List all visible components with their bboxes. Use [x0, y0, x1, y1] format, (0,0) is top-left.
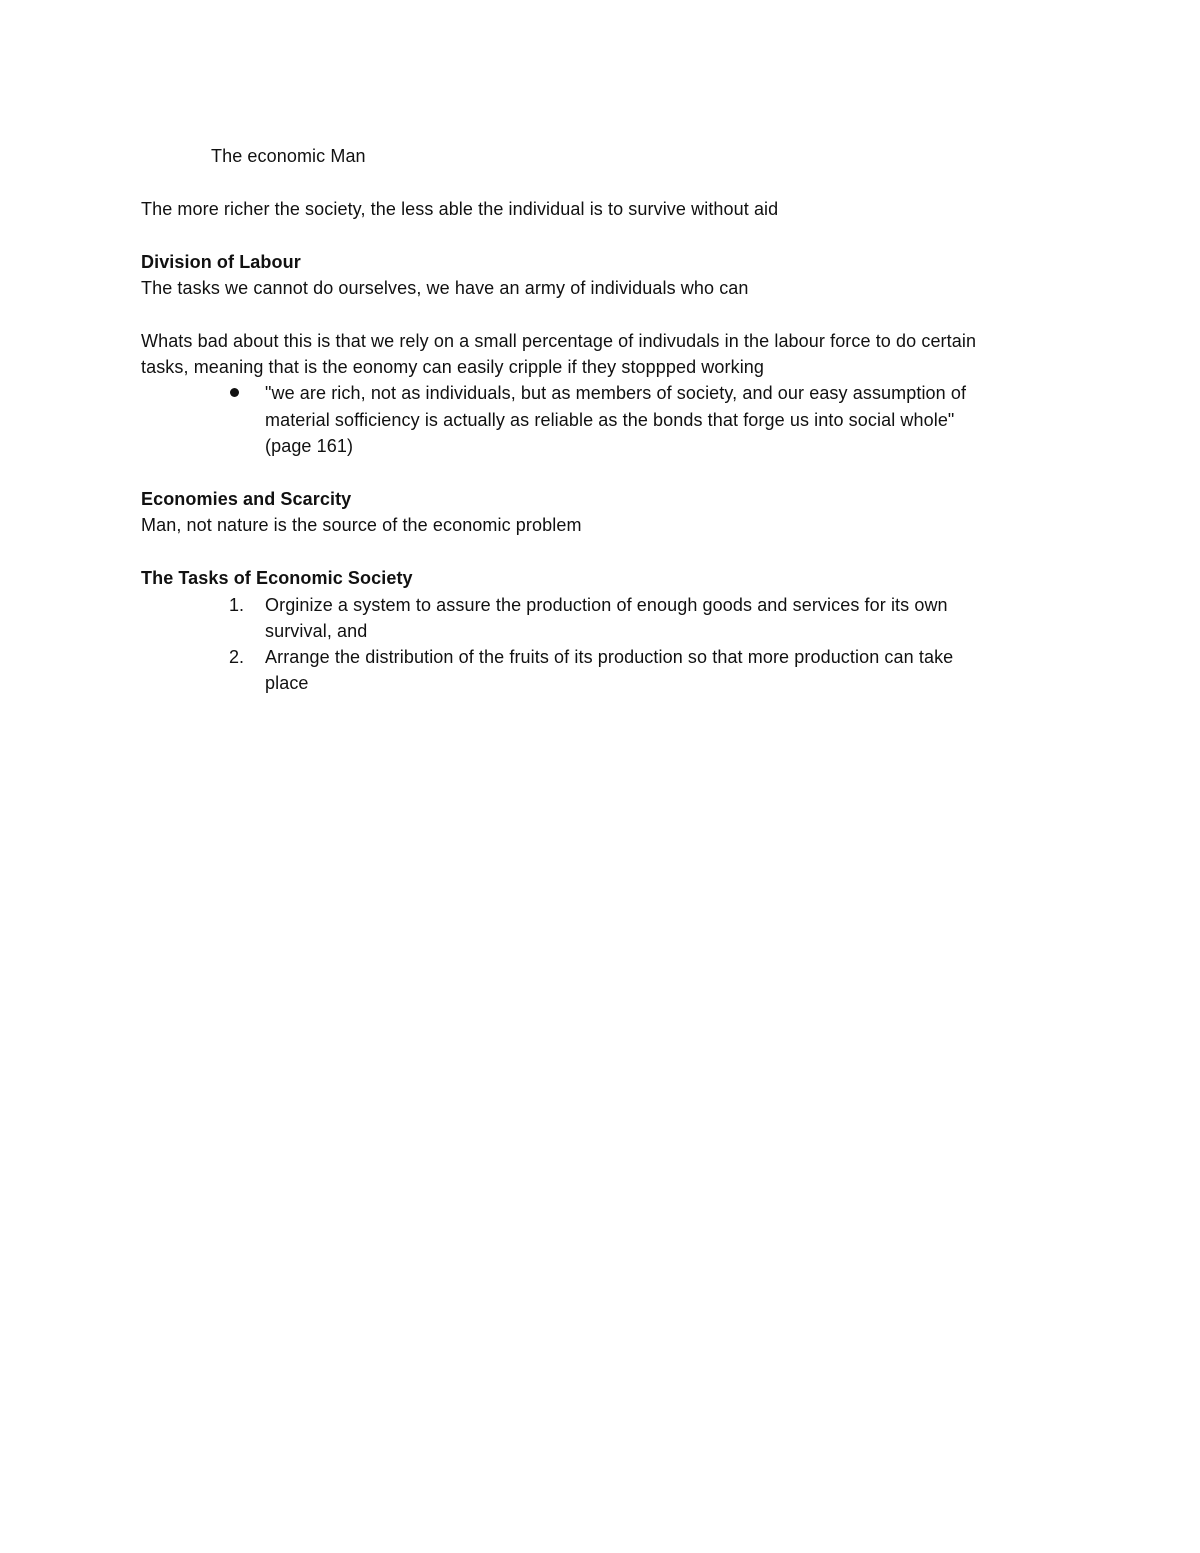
list-marker: 2.: [229, 647, 245, 667]
intro-text: The more richer the society, the less able the individual is to survive without aid: [141, 199, 779, 219]
paragraph-line: tasks, meaning that is the eonomy can easily cripple if they stoppped working: [141, 357, 765, 377]
quote-line: material sofficiency is actually as reliable as the bonds that forge us into social whole": [265, 410, 955, 430]
list-marker: 1.: [229, 595, 245, 615]
heading-economies-and-scarcity: Economies and Scarcity: [141, 489, 352, 509]
division-of-labour-text: The tasks we cannot do ourselves, we have an army of individuals who can: [141, 278, 749, 298]
heading-tasks-of-economic-society: The Tasks of Economic Society: [141, 568, 413, 588]
economies-and-scarcity-text: Man, not nature is the source of the economic problem: [141, 515, 582, 535]
document-title: The economic Man: [211, 146, 366, 166]
bullet-icon: [230, 388, 239, 397]
quote-line: (page 161): [265, 436, 354, 456]
list-item-line: survival, and: [265, 621, 368, 641]
list-item-line: Arrange the distribution of the fruits of its production so that more production can take: [265, 647, 954, 667]
list-item-line: Orginize a system to assure the production of enough goods and services for its own: [265, 595, 948, 615]
paragraph-line: Whats bad about this is that we rely on a small percentage of indivudals in the labour force to do certain: [141, 331, 977, 351]
list-item-line: place: [265, 673, 309, 693]
quote-line: "we are rich, not as individuals, but as members of society, and our easy assumption of: [265, 383, 967, 403]
heading-division-of-labour: Division of Labour: [141, 252, 301, 272]
